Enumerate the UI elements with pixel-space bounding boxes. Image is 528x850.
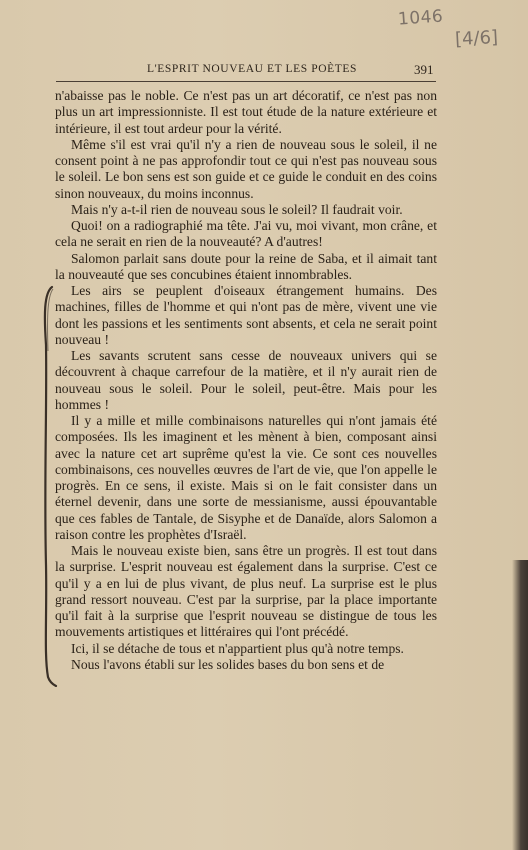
body-text: [55, 88, 437, 673]
page-edge-shadow: [512, 560, 528, 850]
paragraph: Mais le nouveau existe bien, sans être un progrès. Il est tout dans la surprise. L'esprit nouveau est également dans la surprise. C'est ce qu'il y a en lui de plus vivant, de plus neuf. La surprise est le plus grand ressort nouveau. C'est par la surprise, par la place importante qu'il fait à la surprise que l'esprit nouveau se distingue de tous les mouvements artistiques et littéraires qui l'ont précédé.: [55, 543, 437, 640]
paragraph: Mais n'y a-t-il rien de nouveau sous le soleil? Il faudrait voir.: [71, 201, 403, 217]
paragraph: Salomon parlait sans doute pour la reine de Saba, et il aimait tant la nouveauté que ses concubines étaient innombrables.: [55, 250, 437, 282]
paragraph: Même s'il est vrai qu'il n'y a rien de nouveau sous le soleil, il ne consent point à ne pas approfondir tout ce qui n'est pas nouveau sous le soleil. Le bon sens est son guide et ce guide le conduit en des coins sinon nouveaux, du moins inconnus.: [55, 136, 437, 201]
archive-folio-mark: 1046: [397, 6, 444, 30]
paragraph: Les airs se peuplent d'oiseaux étrangement humains. Des machines, filles de l'homme et qui n'ont pas de mère, vivent une vie dont les passions et les sentiments sont absents, et cela ne serait point nouveau !: [55, 283, 437, 347]
paragraph: Quoi! on a radiographié ma tête. J'ai vu, moi vivant, mon crâne, et cela ne serait en rien de la nouveauté? A d'autres!: [55, 218, 437, 250]
running-head: L'ESPRIT NOUVEAU ET LES POÈTES: [146, 63, 358, 75]
paragraph: Les savants scrutent sans cesse de nouveaux univers qui se découvrent à chaque carrefour de la matière, et il n'y aurait rien de nouveau sous le soleil. Pour le soleil, peut-être. Mais pour les hommes !: [55, 348, 437, 412]
paragraph: Nous l'avons établi sur les solides bases du bon sens et de: [71, 656, 385, 672]
page-number: 391: [414, 62, 434, 77]
archive-sheet-mark: [4/6]: [454, 26, 499, 51]
paragraph: Ici, il se détache de tous et n'appartient plus qu'à notre temps.: [71, 640, 404, 656]
header-rule: [56, 81, 436, 82]
paragraph: n'abaisse pas le noble. Ce n'est pas un art décoratif, ce n'est pas non plus un art impressionniste. Il est tout étude de la nature extérieure et intérieure, il est tout ardeur pour la vérité.: [55, 88, 437, 136]
paragraph: Il y a mille et mille combinaisons naturelles qui n'ont jamais été composées. Ils les imaginent et les mènent à bien, composant ainsi avec la nature cet art suprême qu'est la vie. Ce sont ces nouvelles combinaisons, ces nouvelles œuvres de l'art de vie, que l'on appelle le progrès. En ce sens, il existe. Mais si on le fait consister dans un éternel devenir, dans une sorte de messianisme, aussi épouvantable que ces fables de Tantale, de Sisyphe et de Danaïde, alors Salomon a raison contre les prophètes d'Israël.: [55, 413, 437, 542]
